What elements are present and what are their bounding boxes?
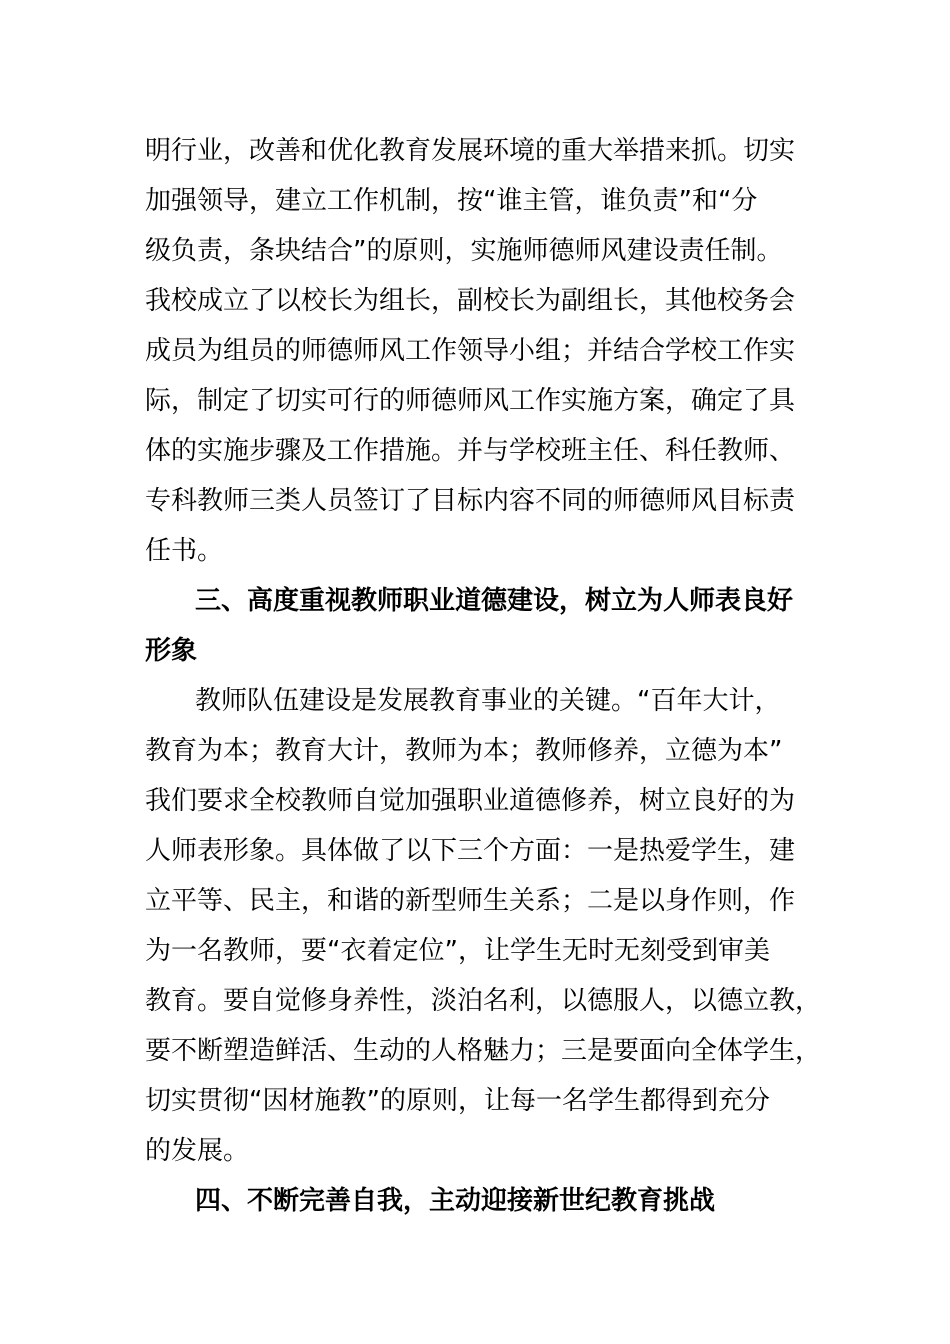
paragraph-line: 的发展。 <box>145 1136 250 1166</box>
paragraph-line: 明行业，改善和优化教育发展环境的重大举措来抓。切实 <box>145 136 796 166</box>
paragraph-line: 要不断塑造鲜活、生动的人格魅力；三是要面向全体学生， <box>145 1036 822 1066</box>
paragraph-line: 人师表形象。具体做了以下三个方面：一是热爱学生，建 <box>145 836 796 866</box>
heading-line: 四、不断完善自我，主动迎接新世纪教育挑战 <box>195 1186 716 1216</box>
paragraph-line: 我校成立了以校长为组长，副校长为副组长，其他校务会 <box>145 286 796 316</box>
paragraph-line: 为一名教师，要“衣着定位”，让学生无时无刻受到审美 <box>145 936 770 966</box>
paragraph-line: 际，制定了切实可行的师德师风工作实施方案，确定了具 <box>145 386 796 416</box>
paragraph-line: 任书。 <box>145 536 224 566</box>
paragraph-line: 立平等、民主，和谐的新型师生关系；二是以身作则，作 <box>145 886 796 916</box>
paragraph-line: 体的实施步骤及工作措施。并与学校班主任、科任教师、 <box>145 436 796 466</box>
paragraph-line: 加强领导，建立工作机制，按“谁主管，谁负责”和“分 <box>145 186 758 216</box>
paragraph-line: 切实贯彻“因材施教”的原则，让每一名学生都得到充分 <box>145 1086 770 1116</box>
paragraph-line: 教育。要自觉修身养性，淡泊名利，以德服人，以德立教， <box>145 986 822 1016</box>
paragraph-line: 级负责，条块结合”的原则，实施师德师风建设责任制。 <box>145 236 783 266</box>
paragraph-continued <box>145 126 810 576</box>
heading-line: 形象 <box>145 636 198 666</box>
paragraph-line: 我们要求全校教师自觉加强职业道德修养，树立良好的为 <box>145 786 796 816</box>
section-heading-3 <box>145 576 810 676</box>
paragraph-line: 教师队伍建设是发展教育事业的关键。“百年大计， <box>195 686 781 716</box>
heading-line: 三、高度重视教师职业道德建设，树立为人师表良好 <box>195 586 794 616</box>
paragraph-line: 教育为本；教育大计，教师为本；教师修养，立德为本” <box>145 736 783 766</box>
section-heading-4 <box>145 1176 810 1226</box>
document-body <box>145 126 822 1226</box>
paragraph-line: 专科教师三类人员签订了目标内容不同的师德师风目标责 <box>145 486 796 516</box>
paragraph-line: 成员为组员的师德师风工作领导小组；并结合学校工作实 <box>145 336 796 366</box>
paragraph-teacher-ethics <box>145 676 822 1176</box>
